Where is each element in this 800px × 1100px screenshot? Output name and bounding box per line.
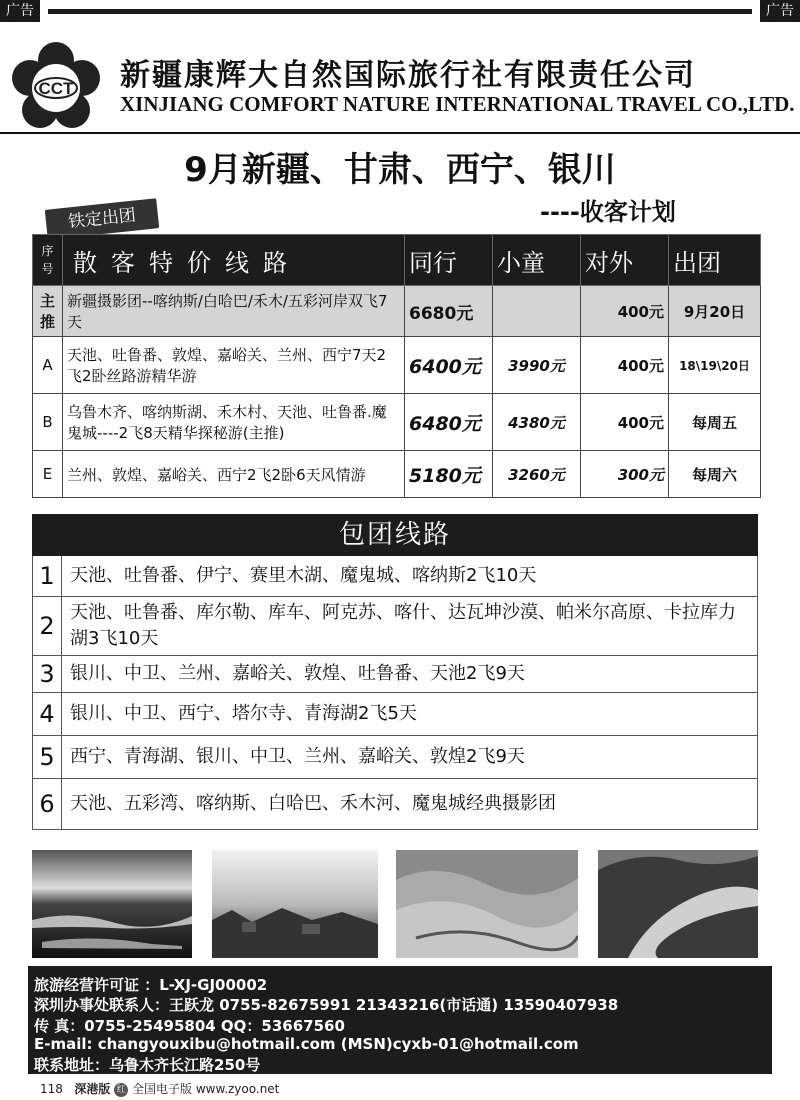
package-number: 6 bbox=[33, 779, 62, 829]
package-route: 西宁、青海湖、银川、中卫、兰州、嘉峪关、敦煌2飞9天 bbox=[70, 746, 525, 767]
list-item bbox=[32, 736, 758, 779]
row-peer-price: 6680元 bbox=[405, 286, 493, 337]
subhead: ----收客计划 bbox=[540, 198, 676, 226]
license-line: 旅游经营许可证 ：L-XJ-GJ00002 bbox=[34, 976, 268, 994]
headline: 9月新疆、甘肃、西宁、银川 bbox=[184, 150, 616, 190]
header-index: 序号 bbox=[33, 235, 63, 286]
office-contact-line: 深圳办事处联系人：王跃龙 0755-82675991 21343216(市话通) 13590407938 bbox=[34, 996, 619, 1014]
row-code: B bbox=[33, 394, 63, 451]
row-code: E bbox=[33, 451, 63, 498]
row-route: 兰州、敦煌、嘉峪关、西宁2飞2卧6天风情游 bbox=[63, 451, 405, 498]
row-child-price bbox=[493, 286, 581, 337]
package-number: 2 bbox=[33, 597, 62, 655]
row-route: 乌鲁木齐、喀纳斯湖、禾木村、天池、吐鲁番.魔鬼城----2飞8天精华探秘游(主推) bbox=[63, 394, 405, 451]
row-departure: 18\19\20日 bbox=[669, 337, 761, 394]
header-peer: 同行 bbox=[405, 235, 493, 286]
package-route: 天池、五彩湾、喀纳斯、白哈巴、禾木河、魔鬼城经典摄影团 bbox=[70, 793, 556, 814]
edition-mark: 红 bbox=[114, 1083, 128, 1097]
table-header-row bbox=[33, 235, 761, 286]
header-public: 对外 bbox=[581, 235, 669, 286]
header-departure: 出团 bbox=[669, 235, 761, 286]
row-child-price: 3990元 bbox=[493, 337, 581, 394]
village-mist-photo bbox=[212, 850, 378, 958]
row-peer-price: 6400元 bbox=[405, 337, 493, 394]
package-route: 天池、吐鲁番、库尔勒、库车、阿克苏、喀什、达瓦坤沙漠、帕米尔高原、卡拉库力湖3飞10天 bbox=[70, 602, 736, 649]
package-title: 包团线路 bbox=[32, 514, 758, 556]
list-item bbox=[32, 656, 758, 693]
tour-price-table bbox=[32, 234, 761, 498]
package-route: 银川、中卫、西宁、塔尔寺、青海湖2飞5天 bbox=[70, 703, 417, 724]
ad-tag-right: 广告 bbox=[760, 0, 800, 22]
row-peer-price: 5180元 bbox=[405, 451, 493, 498]
row-public-price: 400元 bbox=[581, 394, 669, 451]
ad-tag-left: 广告 bbox=[0, 0, 40, 22]
river-sunset-photo bbox=[32, 850, 192, 958]
row-code: A bbox=[33, 337, 63, 394]
desert-dunes-photo bbox=[396, 850, 578, 958]
row-route: 新疆摄影团--喀纳斯/白哈巴/禾木/五彩河岸双飞7天 bbox=[63, 286, 405, 337]
package-number: 1 bbox=[33, 556, 62, 596]
row-public-price: 300元 bbox=[581, 451, 669, 498]
header-route: 散客特价线路 bbox=[63, 235, 405, 286]
row-child-price: 3260元 bbox=[493, 451, 581, 498]
table-row bbox=[33, 286, 761, 337]
header-child: 小童 bbox=[493, 235, 581, 286]
fax-qq-line: 传 真：0755-25495804 QQ：53667560 bbox=[34, 1017, 345, 1035]
email-line: E-mail: changyouxibu@hotmail.com (MSN)cyxb-01@hotmail.com bbox=[34, 1035, 579, 1053]
row-child-price: 4380元 bbox=[493, 394, 581, 451]
edition-label: 深港版 bbox=[74, 1082, 111, 1096]
header-divider bbox=[0, 132, 800, 134]
row-public-price: 400元 bbox=[581, 337, 669, 394]
cct-logo bbox=[10, 42, 102, 134]
page-number: 118 bbox=[40, 1082, 63, 1096]
package-number: 4 bbox=[33, 693, 62, 735]
table-row bbox=[33, 394, 761, 451]
row-code: 主推 bbox=[33, 286, 63, 337]
list-item bbox=[32, 779, 758, 830]
logo-text: CCT bbox=[38, 79, 74, 98]
package-route: 银川、中卫、兰州、嘉峪关、敦煌、吐鲁番、天池2飞9天 bbox=[70, 663, 525, 684]
row-departure: 每周五 bbox=[669, 394, 761, 451]
package-number: 3 bbox=[33, 656, 62, 692]
list-item bbox=[32, 597, 758, 656]
table-row bbox=[33, 451, 761, 498]
package-number: 5 bbox=[33, 736, 62, 778]
list-item bbox=[32, 556, 758, 597]
row-departure: 9月20日 bbox=[669, 286, 761, 337]
address-line: 联系地址：乌鲁木齐长江路250号 bbox=[34, 1056, 261, 1074]
row-public-price: 400元 bbox=[581, 286, 669, 337]
photo-strip bbox=[32, 850, 758, 960]
row-route: 天池、吐鲁番、敦煌、嘉峪关、兰州、西宁7天2飞2卧丝路游精华游 bbox=[63, 337, 405, 394]
top-bar bbox=[48, 9, 752, 14]
table-row bbox=[33, 337, 761, 394]
list-item bbox=[32, 693, 758, 736]
row-departure: 每周六 bbox=[669, 451, 761, 498]
company-name-cn: 新疆康辉大自然国际旅行社有限责任公司 bbox=[120, 58, 696, 93]
website-label: 全国电子版 www.zyoo.net bbox=[132, 1082, 280, 1096]
row-peer-price: 6480元 bbox=[405, 394, 493, 451]
company-name-en: XINJIANG COMFORT NATURE INTERNATIONAL TRAVEL CO.,LTD. bbox=[120, 92, 795, 116]
contact-panel bbox=[28, 966, 772, 1074]
confirmed-departure-badge: 铁定出团 bbox=[45, 198, 160, 240]
package-route: 天池、吐鲁番、伊宁、赛里木湖、魔鬼城、喀纳斯2飞10天 bbox=[70, 565, 537, 586]
river-forest-photo bbox=[598, 850, 758, 958]
page-footer bbox=[40, 1080, 279, 1097]
